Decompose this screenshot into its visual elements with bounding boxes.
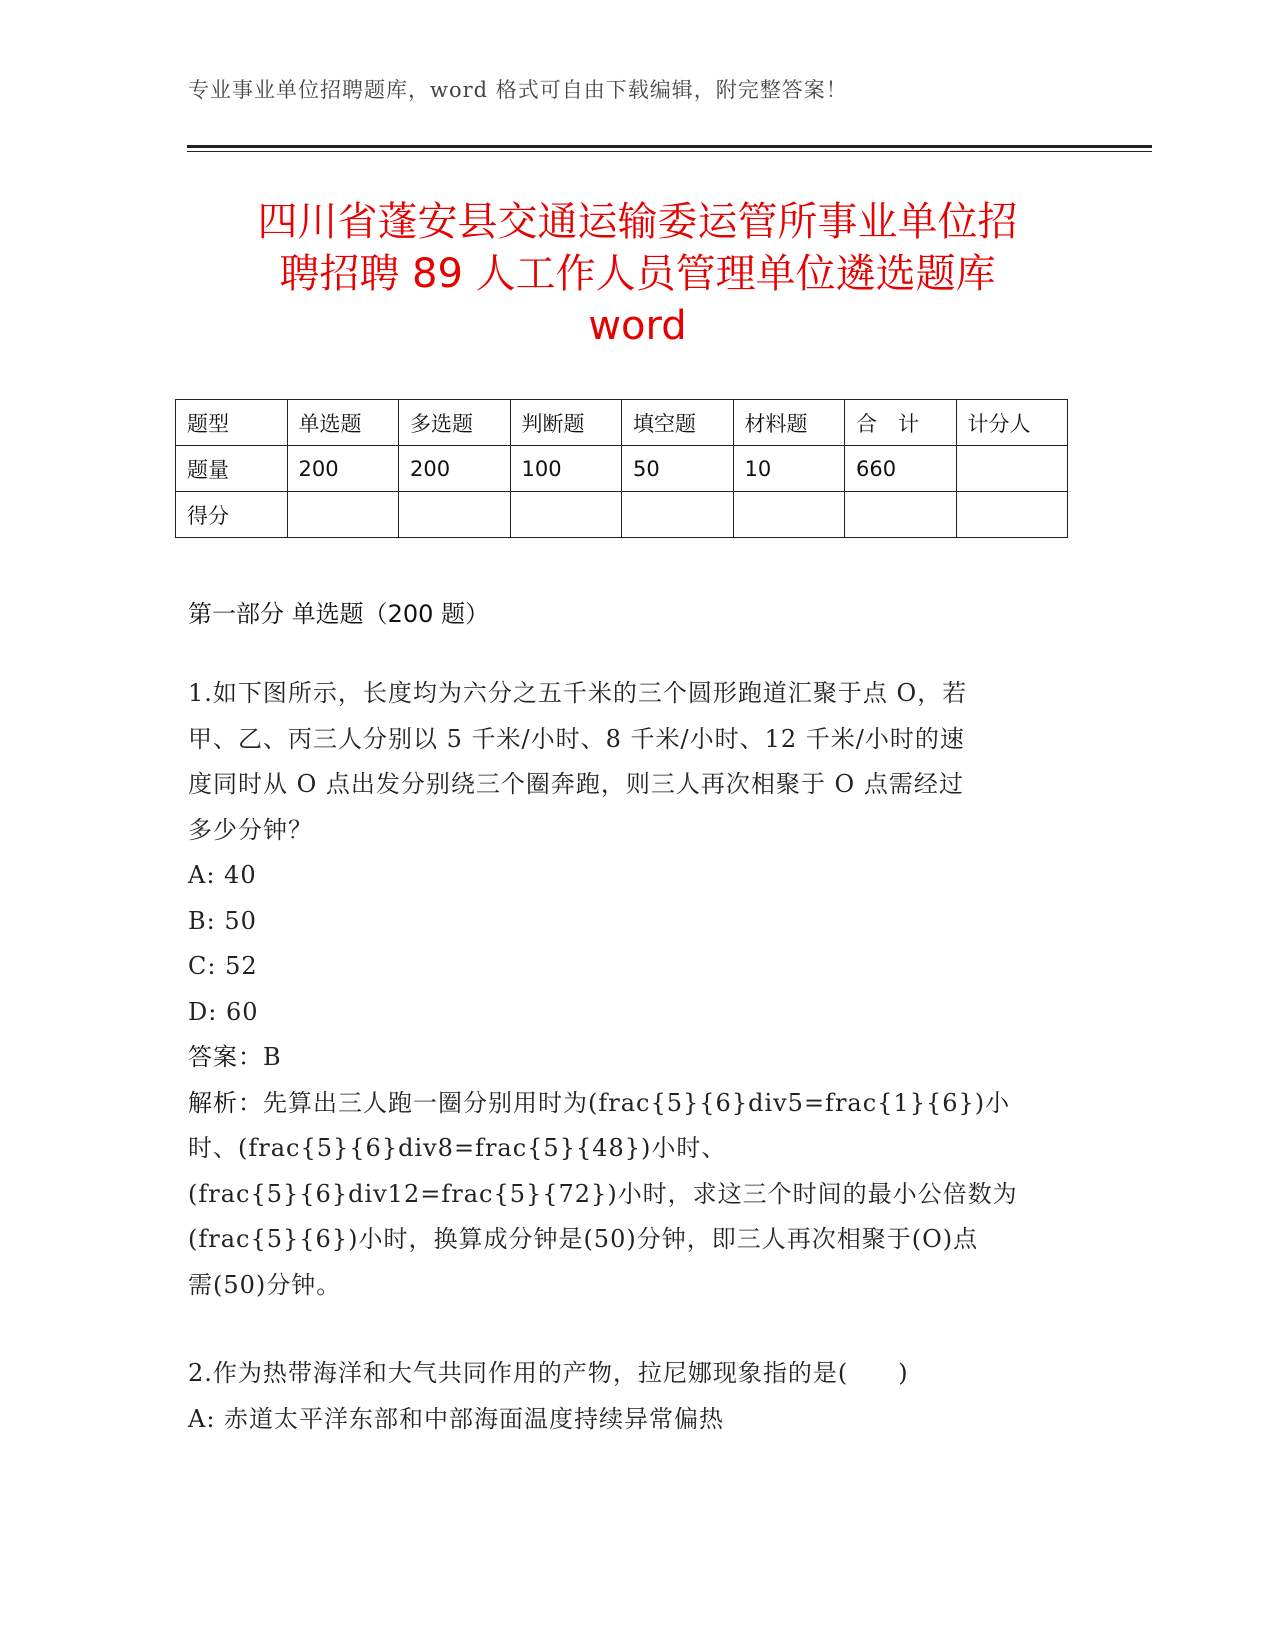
table-cell: 计分人 [956,400,1068,446]
option-a: A: 40 [188,861,257,889]
option-b: B: 50 [188,906,257,935]
question-2 [188,1351,1078,1442]
table-cell [733,492,845,538]
analysis-line: (frac{5}{6}div12=frac{5}{72})小时，求这三个时间的最小公倍数为 [188,1179,1018,1208]
analysis-label: 解析： [188,1088,263,1117]
analysis-line: 需(50)分钟。 [188,1270,342,1299]
title-line-2: 聘招聘 89 人工作人员管理单位遴选题库 [279,251,996,297]
option-a: A: 赤道太平洋东部和中部海面温度持续异常偏热 [188,1404,725,1433]
question-stem-line: 2.作为热带海洋和大气共同作用的产物，拉尼娜现象指的是( ) [188,1359,909,1387]
analysis-line: 时、(frac{5}{6}div8=frac{5}{48})小时、 [188,1134,727,1162]
table-cell [956,492,1068,538]
table-cell: 判断题 [510,400,622,446]
question-stem-line: 甲、乙、丙三人分别以 5 千米/小时、8 千米/小时、12 千米/小时的速 [188,724,965,753]
analysis-line: (frac{5}{6})小时，换算成分钟是(50)分钟，即三人再次相聚于(O)点 [188,1225,979,1253]
title-line-3: word [588,303,687,349]
table-cell [845,492,957,538]
table-header-row [176,400,1068,446]
table-cell: 50 [622,446,734,492]
question-stem-line: 多少分钟？ [188,815,313,844]
table-cell [622,492,734,538]
header-divider-thick [187,145,1152,148]
section-title: 第一部分 单选题（200 题） [188,600,490,628]
table-cell: 200 [287,446,399,492]
header-note: 专业事业单位招聘题库，word 格式可自由下载编辑，附完整答案！ [188,78,848,102]
question-summary-table [175,399,1068,538]
table-cell [510,492,622,538]
question-stem-line: 度同时从 O 点出发分别绕三个圈奔跑，则三人再次相聚于 O 点需经过 [188,770,964,798]
table-row-score [176,492,1068,538]
table-cell [399,492,511,538]
table-cell: 多选题 [399,400,511,446]
table-cell: 10 [733,446,845,492]
table-cell: 100 [510,446,622,492]
table-cell: 材料题 [733,400,845,446]
option-c: C: 52 [188,952,258,980]
document-title [150,196,1125,352]
table-row-count [176,446,1068,492]
table-cell: 单选题 [287,400,399,446]
answer-label: 答案： [188,1043,263,1071]
analysis-text: 先算出三人跑一圈分别用时为(frac{5}{6}div5=frac{1}{6})小 [263,1088,1011,1117]
option-d: D: 60 [188,997,259,1026]
question-stem-line: 1.如下图所示，长度均为六分之五千米的三个圆形跑道汇聚于点 O，若 [188,679,968,707]
question-1 [188,671,1078,1308]
analysis-line [188,1081,1078,1127]
table-cell: 题量 [176,446,288,492]
table-cell: 填空题 [622,400,734,446]
answer-value: B [263,1043,282,1071]
table-cell: 得分 [176,492,288,538]
table-cell: 200 [399,446,511,492]
table-cell [956,446,1068,492]
title-line-1: 四川省蓬安县交通运输委运管所事业单位招 [257,199,1018,245]
table-cell: 题型 [176,400,288,446]
table-cell [287,492,399,538]
table-cell: 660 [845,446,957,492]
table-cell: 合 计 [845,400,957,446]
header-divider-thin [187,151,1152,152]
answer-line [188,1035,1078,1081]
